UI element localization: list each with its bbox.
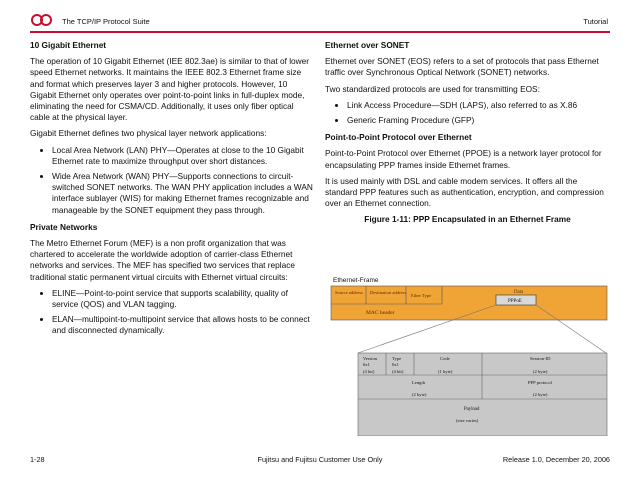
paragraph: Gigabit Ethernet defines two physical layer network applications:: [30, 128, 267, 139]
paragraph: It is used mainly with DSL and cable modem services. It offers all the standard PPP features such as authentication, encryption, and compression over an Ethernet connection.: [325, 175, 604, 209]
source-address: [335, 290, 363, 295]
type-size: (4 bit): [392, 369, 404, 374]
left-column: [30, 40, 314, 343]
list-item: • Generic Framing Procedure (GFP): [347, 115, 610, 126]
session-id-label: Session-ID: [530, 356, 551, 361]
pppoe-frame-diagram: [330, 273, 608, 436]
heading-private-networks: Private Networks: [30, 221, 98, 232]
footer-notice: Fujitsu and Fujitsu Customer Use Only: [257, 455, 383, 464]
page-footer: [30, 455, 610, 469]
heading-pppoe: Point-to-Point Protocol over Ethernet: [325, 132, 472, 143]
pppoe-label: PPPoE: [508, 299, 522, 304]
code-size: (1 byte): [438, 369, 453, 374]
data-label: Data: [514, 290, 524, 295]
payload-size: (size varies): [456, 418, 479, 423]
list-item: • Wide Area Network (WAN) PHY—Supports connections to circuit-switched SONET networks. The WAN PHY application includes a WAN interface sublayer (WIS) for making Ethernet frames recognizable and manageable by the SONET equipment they pass through.: [52, 171, 314, 216]
list-item: • Local Area Network (LAN) PHY—Operates at close to the 10 Gigabit Ethernet rate to maximize throughput over short distances.: [52, 145, 314, 167]
bullet-list: [30, 288, 314, 337]
destination-address-text: Destination address: [370, 290, 407, 295]
version-value: 0x1: [363, 362, 370, 367]
paragraph: The operation of 10 Gigabit Ethernet (IEE 802.3ae) is similar to that of lower speed Ethernet networks. It maintains the IEEE 802.3 Ethernet frame size and format which preserves layer 3 and higher protocols. However, 10 Gigabit Ethernet only operates over point-to-point links in full-duplex mode, eliminating the need for CSMA/CD. Additionally, it uses only fiber optical cable at the physical layer.: [30, 56, 310, 123]
list-item: • Link Access Procedure—SDH (LAPS), also referred to as X.86: [347, 100, 610, 111]
right-column: [325, 40, 610, 226]
header-divider: [30, 31, 610, 33]
list-item: • ELAN—multipoint-to-multipoint service that allows hosts to be connect and disconnected dynamically.: [52, 314, 314, 336]
heading-10-gigabit-ethernet: 10 Gigabit Ethernet: [30, 40, 107, 50]
destination-address: [370, 290, 406, 295]
source-address-text: Source address: [335, 290, 363, 295]
code-label: Code: [440, 356, 450, 361]
release-info: Release 1.0, December 20, 2006: [502, 455, 610, 464]
header-title: The TCP/IP Protocol Suite: [62, 17, 150, 26]
page-number: 1-28: [30, 455, 45, 464]
list-item: • ELINE—Point-to-point service that supports scalability, quality of service (QOS) and VLAN tagging.: [52, 288, 314, 310]
header-section: Tutorial: [583, 17, 608, 26]
version-size: (4 bit): [363, 369, 375, 374]
version-label: Version: [363, 356, 378, 361]
ether-type: Ether Type: [411, 293, 432, 298]
frame-label: Ethernet-Frame: [333, 277, 379, 284]
session-id-size: (2 byte): [533, 369, 548, 374]
payload-label: Payload: [464, 407, 480, 412]
ppp-protocol-size: (2 byte): [533, 392, 548, 397]
length-size: (2 byte): [412, 392, 427, 397]
fujitsu-infinity-logo-icon: [30, 13, 54, 27]
length-label: Length: [412, 380, 426, 385]
ppp-protocol-label: PPP protocol: [528, 380, 552, 385]
paragraph: Ethernet over SONET (EOS) refers to a set of protocols that pass Ethernet traffic over Synchronous Optical Network (SONET) networks.: [325, 56, 599, 78]
bullet-list: [30, 145, 314, 216]
paragraph: Point-to-Point Protocol over Ethernet (PPOE) is a network layer protocol for encapsulating PPP frames inside Ethernet frames.: [325, 148, 602, 170]
bullet-list: [325, 100, 610, 126]
figure-caption: Figure 1-11: PPP Encapsulated in an Ethernet Frame: [364, 214, 571, 225]
heading-ethernet-over-sonet: Ethernet over SONET: [325, 40, 410, 50]
page-header: [0, 0, 638, 36]
paragraph: Two standardized protocols are used for transmitting EOS:: [325, 83, 540, 94]
type-value: 0x1: [392, 362, 399, 367]
paragraph: The Metro Ethernet Forum (MEF) is a non profit organization that was chartered to accelerate the worldwide adoption of carrier-class Ethernet networks and services. The MEF has specified two services that replace traditional static permanent virtual circuits with Ethernet virtual circuits:: [30, 238, 296, 282]
type-label: Type: [392, 356, 402, 361]
mac-header: MAC header: [366, 310, 395, 316]
